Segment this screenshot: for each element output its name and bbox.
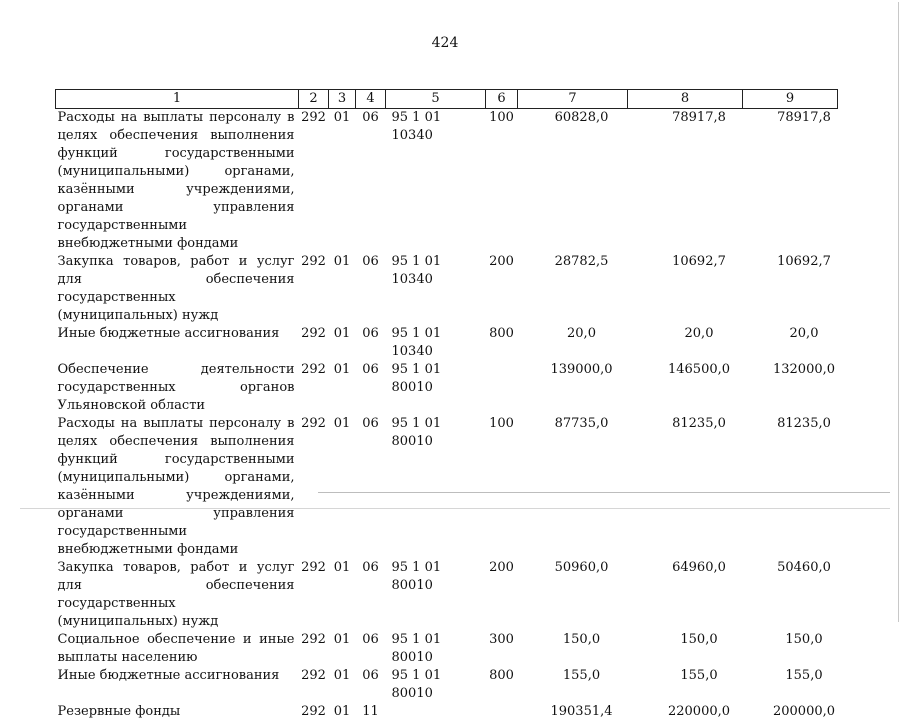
- target-article-code: [386, 703, 486, 721]
- amount-col-7: 20,0: [518, 325, 628, 361]
- target-article-code: 95 1 01 80010: [386, 415, 486, 559]
- page-edge: [898, 2, 899, 622]
- amount-col-9: 78917,8: [743, 109, 838, 254]
- amount-col-7: 50960,0: [518, 559, 628, 631]
- header-cell: 9: [743, 90, 838, 109]
- section-code: 01: [329, 631, 356, 667]
- target-article-code: 95 1 01 80010: [386, 361, 486, 415]
- ministry-code: 292: [299, 109, 329, 254]
- row-name: Обеспечение деятельности государственных органов Ульяновской области: [56, 361, 299, 415]
- amount-col-7: 87735,0: [518, 415, 628, 559]
- amount-col-9: 155,0: [743, 667, 838, 703]
- expense-type-code: [486, 703, 518, 721]
- row-name: Расходы на выплаты персоналу в целях обеспечения выполнения функций государственными (муниципальными) органами, казёнными учреждениями, органами управления государственными внебюджетными фондами: [56, 109, 299, 254]
- expense-type-code: 200: [486, 559, 518, 631]
- amount-col-9: 81235,0: [743, 415, 838, 559]
- subsection-code: 11: [356, 703, 386, 721]
- subsection-code: 06: [356, 559, 386, 631]
- table-body: [56, 109, 838, 721]
- amount-col-9: 132000,0: [743, 361, 838, 415]
- page-number: 424: [0, 35, 890, 51]
- table-row: [56, 559, 838, 631]
- expense-type-code: 300: [486, 631, 518, 667]
- subsection-code: 06: [356, 109, 386, 254]
- ministry-code: 292: [299, 415, 329, 559]
- row-name: Резервные фонды: [56, 703, 299, 721]
- subsection-code: 06: [356, 667, 386, 703]
- section-code: 01: [329, 361, 356, 415]
- table-row: [56, 631, 838, 667]
- header-row: [56, 90, 838, 109]
- ministry-code: 292: [299, 559, 329, 631]
- amount-col-8: 146500,0: [628, 361, 743, 415]
- table-row: [56, 109, 838, 254]
- target-article-code: 95 1 01 80010: [386, 667, 486, 703]
- subsection-code: 06: [356, 325, 386, 361]
- table-row: [56, 361, 838, 415]
- header-cell: 3: [329, 90, 356, 109]
- amount-col-8: 64960,0: [628, 559, 743, 631]
- ministry-code: 292: [299, 667, 329, 703]
- row-name: Расходы на выплаты персоналу в целях обеспечения выполнения функций государственными (муниципальными) органами, казёнными учреждениями, органами управления государственными внебюджетными фондами: [56, 415, 299, 559]
- amount-col-7: 60828,0: [518, 109, 628, 254]
- amount-col-8: 155,0: [628, 667, 743, 703]
- expense-type-code: 800: [486, 667, 518, 703]
- row-name: Закупка товаров, работ и услуг для обеспечения государственных (муниципальных) нужд: [56, 253, 299, 325]
- amount-col-7: 190351,4: [518, 703, 628, 721]
- table-row: [56, 703, 838, 721]
- row-name: Закупка товаров, работ и услуг для обеспечения государственных (муниципальных) нужд: [56, 559, 299, 631]
- amount-col-7: 150,0: [518, 631, 628, 667]
- subsection-code: 06: [356, 415, 386, 559]
- table-row: [56, 415, 838, 559]
- ministry-code: 292: [299, 703, 329, 721]
- section-code: 01: [329, 415, 356, 559]
- amount-col-8: 81235,0: [628, 415, 743, 559]
- row-name: Иные бюджетные ассигнования: [56, 667, 299, 703]
- header-cell: 1: [56, 90, 299, 109]
- table-row: [56, 253, 838, 325]
- amount-col-7: 155,0: [518, 667, 628, 703]
- amount-col-7: 28782,5: [518, 253, 628, 325]
- amount-col-9: 10692,7: [743, 253, 838, 325]
- target-article-code: 95 1 01 10340: [386, 109, 486, 254]
- amount-col-8: 220000,0: [628, 703, 743, 721]
- header-cell: 7: [518, 90, 628, 109]
- expense-type-code: 100: [486, 415, 518, 559]
- header-cell: 4: [356, 90, 386, 109]
- budget-table: [55, 89, 838, 721]
- target-article-code: 95 1 01 10340: [386, 325, 486, 361]
- section-code: 01: [329, 559, 356, 631]
- subsection-code: 06: [356, 253, 386, 325]
- ministry-code: 292: [299, 253, 329, 325]
- section-code: 01: [329, 325, 356, 361]
- table-row: [56, 325, 838, 361]
- amount-col-9: 150,0: [743, 631, 838, 667]
- expense-type-code: 100: [486, 109, 518, 254]
- amount-col-8: 10692,7: [628, 253, 743, 325]
- section-code: 01: [329, 667, 356, 703]
- row-name: Иные бюджетные ассигнования: [56, 325, 299, 361]
- amount-col-8: 20,0: [628, 325, 743, 361]
- section-code: 01: [329, 703, 356, 721]
- expense-type-code: 200: [486, 253, 518, 325]
- header-cell: 2: [299, 90, 329, 109]
- subsection-code: 06: [356, 631, 386, 667]
- table-row: [56, 667, 838, 703]
- target-article-code: 95 1 01 10340: [386, 253, 486, 325]
- ministry-code: 292: [299, 361, 329, 415]
- header-cell: 8: [628, 90, 743, 109]
- amount-col-9: 50460,0: [743, 559, 838, 631]
- ministry-code: 292: [299, 631, 329, 667]
- row-name: Социальное обеспечение и иные выплаты населению: [56, 631, 299, 667]
- expense-type-code: [486, 361, 518, 415]
- expense-type-code: 800: [486, 325, 518, 361]
- header-cell: 6: [486, 90, 518, 109]
- amount-col-9: 200000,0: [743, 703, 838, 721]
- amount-col-7: 139000,0: [518, 361, 628, 415]
- subsection-code: 06: [356, 361, 386, 415]
- target-article-code: 95 1 01 80010: [386, 631, 486, 667]
- amount-col-8: 78917,8: [628, 109, 743, 254]
- section-code: 01: [329, 253, 356, 325]
- amount-col-9: 20,0: [743, 325, 838, 361]
- target-article-code: 95 1 01 80010: [386, 559, 486, 631]
- header-cell: 5: [386, 90, 486, 109]
- section-code: 01: [329, 109, 356, 254]
- amount-col-8: 150,0: [628, 631, 743, 667]
- ministry-code: 292: [299, 325, 329, 361]
